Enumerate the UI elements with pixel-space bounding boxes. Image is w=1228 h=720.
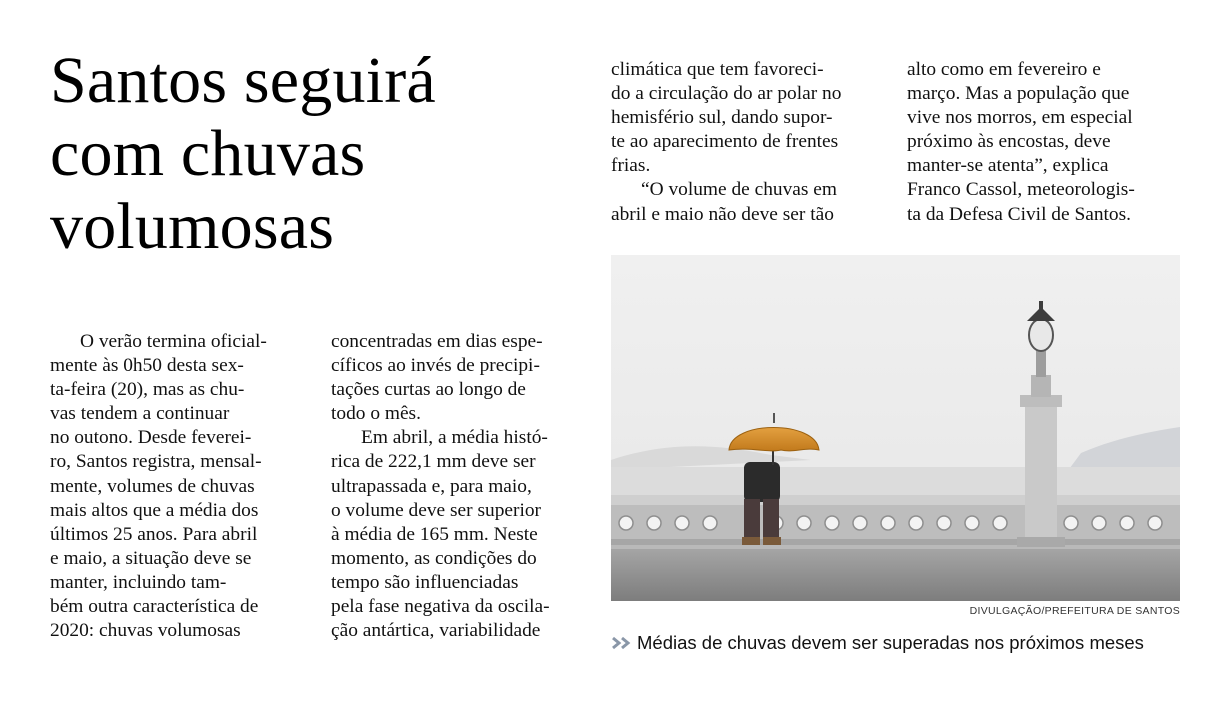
text-line: hemisfério sul, dando supor- — [611, 107, 833, 129]
text-line: próximo às encostas, deve — [907, 131, 1111, 153]
text-line: ta da Defesa Civil de Santos. — [907, 203, 1132, 225]
rainy-promenade-illustration — [611, 255, 1180, 601]
text-line: mais altos que a média dos — [50, 499, 259, 521]
text-line: o volume deve ser superior — [331, 499, 542, 521]
text-line: mente às 0h50 desta sex- — [50, 355, 244, 377]
balustrade-base — [611, 539, 1180, 545]
article-column-2 — [331, 330, 591, 643]
text-line: abril e maio não deve ser tão — [611, 203, 834, 225]
text-line: cíficos ao invés de precipi- — [331, 355, 540, 377]
headline-line: volumosas — [50, 190, 335, 263]
text-line: bém outra característica de — [50, 596, 259, 618]
text-line: Em abril, a média histó- — [361, 427, 548, 449]
text-line: vive nos morros, em especial — [907, 107, 1133, 129]
text-line: à média de 165 mm. Neste — [331, 523, 538, 545]
text-line: ção antártica, variabilidade — [331, 620, 541, 642]
double-chevron-right-icon — [611, 636, 633, 650]
article-photo — [611, 255, 1180, 601]
headline-line: Santos seguirá — [50, 44, 436, 117]
text-line: 2020: chuvas volumosas — [50, 620, 241, 642]
text-line: do a circulação do ar polar no — [611, 83, 842, 105]
text-line: tações curtas ao longo de — [331, 379, 526, 401]
text-line: março. Mas a população que — [907, 83, 1130, 105]
photo-caption — [611, 631, 1211, 655]
text-line: momento, as condições do — [331, 547, 537, 569]
text-line: frias. — [611, 155, 651, 177]
text-line: Franco Cassol, meteorologis- — [907, 179, 1135, 201]
text-line: ultrapassada e, para maio, — [331, 475, 532, 497]
text-line: todo o mês. — [331, 403, 421, 425]
article-headline — [50, 44, 570, 263]
text-line: concentradas em dias espe- — [331, 331, 543, 352]
text-line: manter, incluindo tam- — [50, 571, 227, 593]
article-column-3 — [611, 58, 891, 227]
text-line: tempo são influenciadas — [331, 571, 519, 593]
sidewalk — [611, 545, 1180, 601]
text-line: e maio, a situação deve se — [50, 547, 252, 569]
text-line: mente, volumes de chuvas — [50, 475, 255, 497]
text-line: manter-se atenta”, explica — [907, 155, 1109, 177]
photo-credit: DIVULGAÇÃO/PREFEITURA DE SANTOS — [969, 605, 1180, 617]
text-line: alto como em fevereiro e — [907, 59, 1101, 80]
text-line: ro, Santos registra, mensal- — [50, 451, 262, 473]
text-line: no outono. Desde feverei- — [50, 427, 252, 449]
article-column-1 — [50, 330, 310, 643]
text-line: O verão termina oficial- — [80, 331, 267, 352]
balustrade-rail — [611, 495, 1180, 505]
text-line: pela fase negativa da oscila- — [331, 596, 550, 618]
headline-line: com chuvas — [50, 117, 366, 190]
text-line: rica de 222,1 mm deve ser — [331, 451, 536, 473]
text-line: ta-feira (20), mas as chu- — [50, 379, 245, 401]
text-line: te ao aparecimento de frentes — [611, 131, 839, 153]
text-line: climática que tem favoreci- — [611, 59, 824, 80]
text-line: últimos 25 anos. Para abril — [50, 523, 258, 545]
article-column-4 — [907, 58, 1187, 227]
text-line: vas tendem a continuar — [50, 403, 230, 425]
text-line: “O volume de chuvas em — [641, 179, 837, 201]
photo-caption-text: Médias de chuvas devem ser superadas nos próximos meses — [637, 632, 1144, 653]
